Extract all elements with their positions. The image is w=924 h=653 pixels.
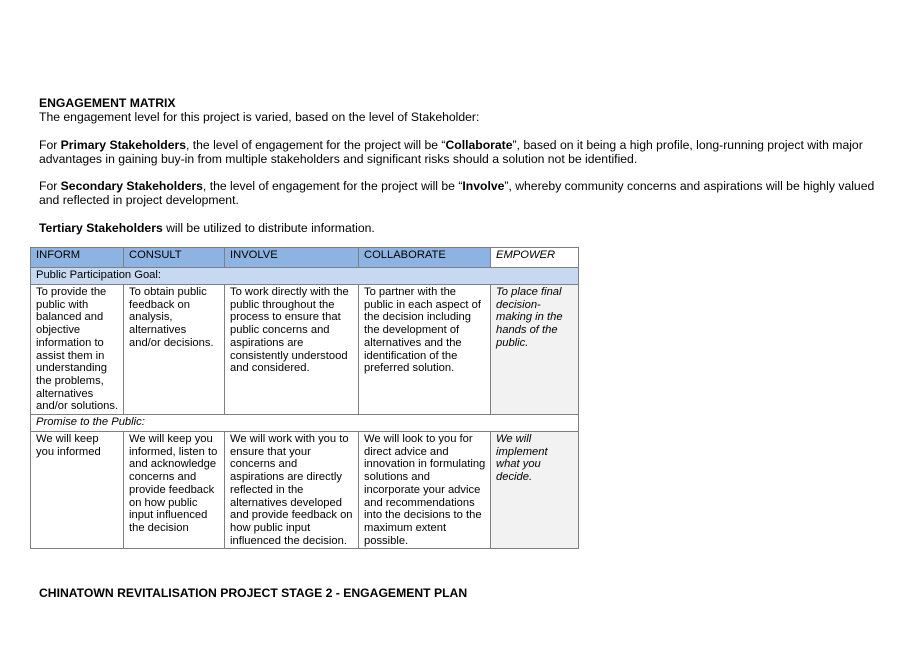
goal-consult: To obtain public feedback on analysis, alternatives and/or decisions.	[124, 285, 225, 415]
secondary-stakeholders-paragraph	[39, 179, 889, 207]
promise-consult: We will keep you informed, listen to and acknowledge concerns and provide feedback on how public input influenced the decision	[124, 432, 225, 549]
header-collaborate: COLLABORATE	[359, 248, 491, 268]
engagement-matrix-table	[30, 247, 579, 549]
tertiary-stakeholders-paragraph	[39, 221, 889, 235]
header-inform: INFORM	[31, 248, 124, 268]
secondary-pre: For	[39, 179, 61, 193]
promise-inform: We will keep you informed	[31, 432, 124, 549]
header-consult: CONSULT	[124, 248, 225, 268]
promise-empower: We will implement what you decide.	[491, 432, 579, 549]
promise-collaborate: We will look to you for direct advice and innovation in formulating solutions and incorporate your advice and recommendations into the decisions to the maximum extent possible.	[359, 432, 491, 549]
primary-stakeholders-paragraph	[39, 138, 889, 166]
table-row	[31, 432, 579, 549]
primary-level: Collaborate	[445, 138, 513, 152]
header-empower: EMPOWER	[491, 248, 579, 268]
promise-involve: We will work with you to ensure that your concerns and aspirations are directly reflected in the alternatives developed and provide feedback on how public input influenced the decision.	[225, 432, 359, 549]
goal-collaborate: To partner with the public in each aspect of the decision including the development of alternatives and the identification of the preferred solution.	[359, 285, 491, 415]
table-row	[31, 285, 579, 415]
goal-label: Public Participation Goal:	[31, 268, 579, 285]
goal-involve: To work directly with the public throughout the process to ensure that public concerns and aspirations are consistently understood and considered.	[225, 285, 359, 415]
table-header-row	[31, 248, 579, 268]
primary-label: Primary Stakeholders	[60, 138, 186, 152]
secondary-label: Secondary Stakeholders	[60, 179, 203, 193]
secondary-mid: , the level of engagement for the project will be “	[202, 179, 463, 193]
tertiary-label: Tertiary Stakeholders	[39, 221, 163, 235]
secondary-level: Involve	[462, 179, 505, 193]
promise-label: Promise to the Public:	[31, 415, 579, 432]
page-footer: CHINATOWN REVITALISATION PROJECT STAGE 2 - ENGAGEMENT PLAN	[39, 586, 468, 600]
section-title: ENGAGEMENT MATRIX	[39, 96, 176, 110]
secondary-post: ”, whereby community concerns and aspirations will be highly valued and reflected in project development.	[39, 179, 875, 207]
header-involve: INVOLVE	[225, 248, 359, 268]
goal-inform: To provide the public with balanced and objective information to assist them in understanding the problems, alternatives and/or solutions.	[31, 285, 124, 415]
promise-label-row	[31, 415, 579, 432]
primary-mid: , the level of engagement for the project will be “	[186, 138, 446, 152]
goal-label-row	[31, 268, 579, 285]
primary-post: ”, based on it being a high profile, long-running project with major advantages in gaining buy-in from multiple stakeholders and significant risks should a solution not be identified.	[39, 138, 863, 166]
goal-empower: To place final decision-making in the hands of the public.	[491, 285, 579, 415]
primary-pre: For	[39, 138, 61, 152]
intro-text: The engagement level for this project is varied, based on the level of Stakeholder:	[39, 110, 480, 124]
tertiary-post: will be utilized to distribute information.	[162, 221, 375, 235]
